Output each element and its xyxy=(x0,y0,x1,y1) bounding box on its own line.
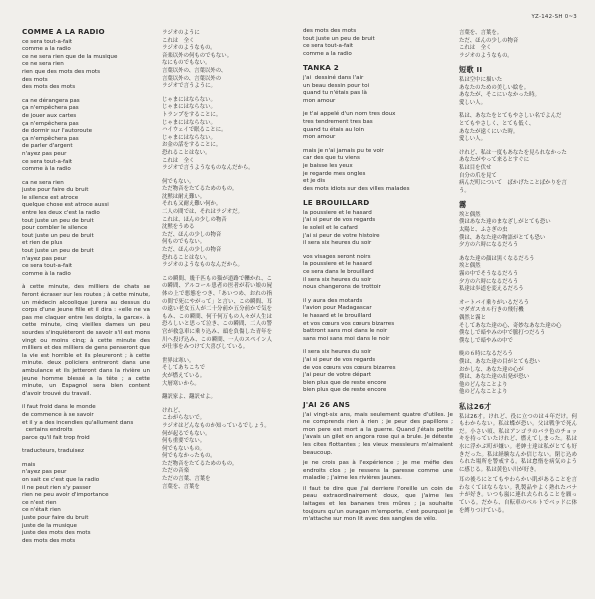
prose-paragraph: 耳の後ろにとてもやわらかい肌があることを言わなくてはならない。乳製品やよく熟れたバナナが好き。いつも嵐に連れ去られることを願っている。だから、自転車のベルトでベッドに体を縛りつけている。 xyxy=(459,477,577,514)
song-title: 霧 xyxy=(459,200,467,210)
lyric-stanza: けれど、 こわがらないで。 ラジオはどんなものか知っているでしょう。 何が起るでもない。 何も重要でない。 何でもないもの。 何でもなかったもの。 ただ物音をたてるためのもの。 ただの音楽 ただの言葉、言葉を 言葉を、言葉を xyxy=(162,407,270,490)
lyric-stanza: 私は、あなたをとてもやさしい名でよんだ とてもやさしく、とても低く、 あなたが遠くにいた時。 愛しい人。 xyxy=(459,113,562,143)
lyric-stanza: il faut froid dans le monde de commence à se savoir et il y a des incendies qu'allument dans certains endroits parce qu'il fait trop froid xyxy=(22,404,134,441)
lyric-stanza: je t'ai appelé d'un nom tres doux tres tendrement tres bas quand tu étais au loin mon amour xyxy=(303,111,396,141)
lyric-stanza: 私は空中に描いた あなたのための美しい絵を。 あなたが、そこにいなかった時。 愛しい人。 xyxy=(459,76,540,106)
lyric-stanza: 世界は寒い。 そしてあちこちで 火が燃えている。 大層寒いから。 xyxy=(162,357,206,387)
lyric-stanza: mais n'ayez pas peur on sait ce c'est que la radio il ne peut rien s'y passer rien ne peu avoir d'importance ce n'est rien ce n'était rien juste pour faire du bruit juste de la musique juste des mots des mots des mots des mots xyxy=(22,461,109,544)
lyric-stanza: 晩の６時になるだろう 僕は、あなた達の目がとても恐い おかしな、あなた達の心が 僕は、あなた達の出発が恐い 他のどんなことより 他のどんなことより xyxy=(459,351,540,396)
prose-paragraph: j'ai vingt-six ans, mais seulement quatre d'utiles. Je ne comprends rien à rien ; je peur des papillons ; mon pere est mort a la guerre. Quand j'étais petite j'avais un gilet en angora rose qui a brule. Je déteste les cites flottantes ; les vieux messieurs m'aimaient beaucoup. xyxy=(303,411,455,456)
column-french-2 xyxy=(303,28,453,524)
lyric-stanza: ca ne sera rien juste pour faire du bruit le silence est atroce quelque chose est atroce aussi entre les deux c'est la radio tout juste un peu de bruit pour combler le silence tout juste un peu de bruit et rien de plus tout juste un peu de bruit n'ayez pas peur ce sera tout-a-fait comme à la radio xyxy=(22,179,109,277)
prose-paragraph: この瞬間、幾千匹もの猫が道路で轢かれ、この瞬間、アルコール患者の医者が若い娘の屍体の上で悪態をつき、「あいつめ、おれの指の間で死にやがって」と言い、この瞬間、耳の遠い老女五人が二十分前か五分前かで気をもみ、この瞬間、何千何万もの人々が人生は恐ろしいと思って泣き、この瞬間、二人の警官が救急車に乗り込み、頭を負傷した青年を川へ投げ込み、この瞬間、一人のスペイン人が仕事をみつけて大喜びしている。 xyxy=(162,275,272,351)
lyric-stanza: じゃまにはならない。 じゃまにはならない。 トランプをすることに。 じゃまにはならない。 ハイウェイで眠ることに。 じゃまにはならない。 お金の話をすることに。 恐れることはない。 これは 全く ラジオで言うようなものなんだから。 xyxy=(162,96,254,172)
column-french-1 xyxy=(22,28,150,545)
song-title: J'AI 26 ANS xyxy=(303,399,351,409)
lyric-stanza: vos visages seront noirs la poussiere et le hasard ce sera dans le brouillard il sera six heures du soir nous changerons de trottoir xyxy=(303,253,381,291)
lyric-stanza: けれど、私は一度もあなたを見られなかった あなたがやって来るとすぐに 私は目を伏せ 自分の爪を見て 病んだ町について ばかげたことばかりを言う。 xyxy=(459,149,567,194)
lyric-stanza: 何でもない。 ただ物音をたてるためのもの。 沈黙は耐え難い。 それも又耐え難い何か。 二人の間では、それはラジオだ。 これは、ほんの少しの物音 沈黙をうめる ただ、ほんの少しの物音 何ものでもない。 ただ、ほんの少しの物音 恐れることはない。 ラジオのようなものなんだから。 xyxy=(162,178,243,269)
song-title: 私は26才 xyxy=(459,401,492,411)
lyric-stanza: 言葉を、言葉を。 ただ、ほんの少しの物音 これは 全く ラジオのようなもの。 xyxy=(459,30,519,59)
lyric-stanza: il sera six heures du soir j'ai si peur de vos regards de vos cœurs vos cœurs bizarres j'ai peur de votre départ bien plus que de reste encore bien plus que de reste encore xyxy=(303,349,396,394)
lyric-stanza: オートバイ乗りがいるだろう マダガスカル行きの飛行機 偶然と霧と そしてあなた達の心、奇妙なあなた達の心 僕なしで暗やみの中で脈打つだろう 僕なしで暗やみの中で xyxy=(459,299,562,344)
lyric-stanza: ca ne dérangera pas ça n'empêchera pas de jouer aux cartes ça n'empêchera pas de dormir sur l'autoroute ça n'empêchera pas de parler d'argent n'ayez pas peur ce sera tout-a-fait comme à la radio xyxy=(22,97,93,173)
catalog-number: YZ-142-SH 0~3 xyxy=(531,14,577,20)
lyric-stanza: 埃と偶然 僕はあなた達のまなざしがとても恐い 太陽と、ふさぎの虫 僕は、あなた達の物語がとても恐い 夕方の六時になるだろう xyxy=(459,211,551,249)
song-title: COMME A LA RADIO xyxy=(22,27,105,36)
lyric-stanza: traducteurs, traduisez xyxy=(22,448,84,455)
prose-paragraph: je ne crois pas à l'expérience ; je me méfie des endroits clos ; je ressens la paresse comme une maladie ; j'aime les rivières jaunes. xyxy=(303,460,455,482)
lyric-stanza: これは 全く ラジオのようなもの。 音楽以外の何ものでもない。 なにものでもない。 言葉以外の、言葉以外の、 言葉以外の、言葉以外の ラジオで言うように。 xyxy=(162,37,233,90)
column-japanese-1 xyxy=(162,30,272,491)
lyric-stanza: il y aura des motards l'avion pour Madagascar le hasard et le brouillard et vos cœurs vos cœurs bizarres battront sans moi dans le noir sans moi sans moi dans le noir xyxy=(303,297,395,342)
lyric-stanza: ce sera tout-a-fait comme a la radio ce ne sera rien que de la musique ce ne sera rien rien que des mots des mots des mots des mots des mots xyxy=(22,38,118,91)
song-title: LE BROUILLARD xyxy=(303,198,370,208)
lyric-stanza: la poussiere et le hasard j'ai si peur de vos regards le soleil et le cafard j'ai si peur de votre histoire il sera six heures du soir xyxy=(303,209,380,247)
column-japanese-2 xyxy=(459,30,577,515)
lyric-stanza: des mots des mots tout juste un peu de bruit ce sera tout-a-fait comme a la radio xyxy=(303,28,375,57)
prose-paragraph: il faut te dire que j'ai derriere l'oreille un coin de peau extraordinairement doux, que j'aime les laitages et les bananes tres mûres ; ja souhaite toujours qu'un ouragan m'emporte, c'est pourquoi je m'attache sur mon lit avec des sangles de vélo. xyxy=(303,485,455,523)
lyric-stanza: あなた達の顔は黒くなるだろう 埃と偶然 霧の中でそうなるだろう 夕方の六時になるだろう 私達は歩道を変えるだろう xyxy=(459,255,535,293)
song-title: 短歌 II xyxy=(459,65,483,75)
prose-paragraph: 私は26才。けれど、役に立つのは４年だけ。何もわからない。私は蝶が恐い。父は戦争で死んだ。小さい頃、私はアンゴラのバラ色のチョッキを持っていたけれど、燃えてしまった。私は水に浮かぶ町が嫌い。老紳士達は私がとても好きだった。私は経験なんか信じない。閉じ込められた場所を警戒する。私は怠惰を病気のように感じる。私は黄色い川が好き。 xyxy=(459,413,577,473)
prose-paragraph: à cette minute, des milliers de chats se feront écraser sur les routes ; à cette minute, un médecin alcoolique jurera au dessus du corps d'une jeune fille et il dira : «elle ne va pas me claquer entre les doigts, la garce». à cette minute, cinq vieilles dames un peu sourdes s'inquièteront de savoir s'il est mons vingt ou moins cinq; à cette minute des milliers et des milliers de gens penseront que la vie est horrible et ils pleureront ; à cette minute. deux policiers entreront dans une ambulance et ils jetteront dans la rivière un jeune homme blessé a la tête ; a cette minute, un Espagnol sera bien content d'avoir trouvé du travail. xyxy=(22,284,152,397)
lyric-stanza: 翻訳家よ、翻訳せよ。 xyxy=(162,394,216,401)
song-title: TANKA 2 xyxy=(303,63,339,73)
lyric-stanza: ラジオのように xyxy=(162,30,200,36)
lyric-stanza: j'ai dessiné dans l'air un beau dessin pour toi quand tu n'étais pas là mon amour xyxy=(303,74,370,104)
lyric-stanza: mais je n'ai jamais pu te voir car des que tu viens je baisse les yeux je regarde mes ongles et je dis des mots idiots sur des villes malades xyxy=(303,147,410,192)
